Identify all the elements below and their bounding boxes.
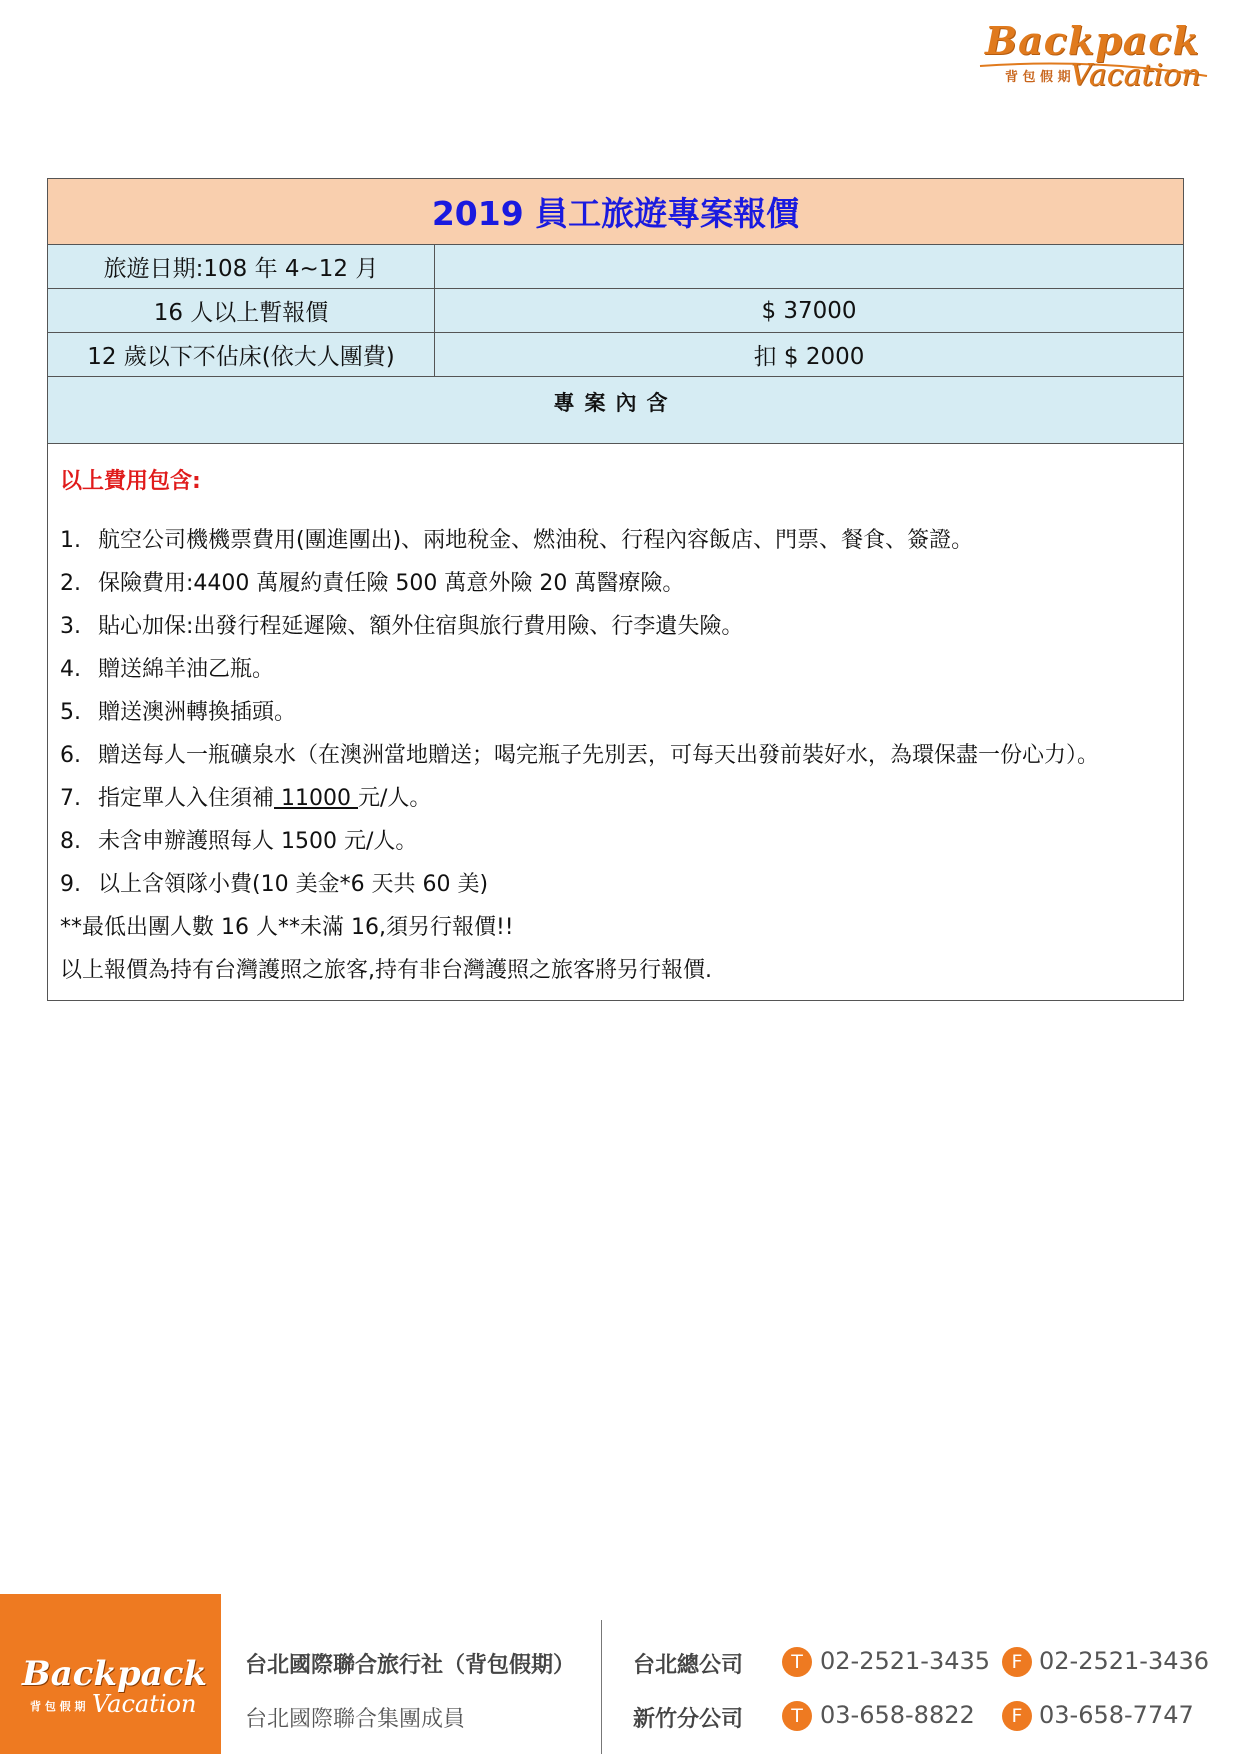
- list-item: [60, 519, 1171, 562]
- list-number: 1.: [60, 528, 81, 553]
- info-row-price: [48, 289, 1183, 333]
- list-text: 貼心加保:出發行程延遲險、額外住宿與旅行費用險、行李遺失險。: [98, 614, 744, 639]
- logo-text-vacation: Vacation: [1070, 58, 1201, 93]
- list-number: 5.: [60, 700, 81, 725]
- list-text: [98, 777, 1171, 820]
- list-number: 9.: [60, 872, 81, 897]
- includes-heading: 以上費用包含:: [60, 469, 201, 494]
- list-item: [60, 777, 1171, 820]
- info-row-date: [48, 245, 1183, 289]
- list-item: [60, 605, 1171, 648]
- info-value: $ 37000: [761, 297, 857, 324]
- company-logo: [975, 18, 1215, 98]
- list-item: [60, 734, 1171, 777]
- list-number: 6.: [60, 743, 81, 768]
- info-row-child-discount: [48, 333, 1183, 377]
- telephone-icon: T: [782, 1647, 812, 1677]
- logo-text-chinese: 背 包 假 期: [1005, 70, 1071, 85]
- includes-body: [48, 444, 1183, 1000]
- logo-text-backpack: Backpack: [985, 18, 1200, 63]
- info-label: 旅遊日期:108 年 4~12 月: [48, 245, 435, 288]
- info-value: [435, 245, 1183, 288]
- footer-company-name: 台北國際聯合旅行社（背包假期）: [245, 1653, 576, 1678]
- single-room-surcharge: 11000: [274, 786, 358, 811]
- taipei-telephone: 02-2521-3435: [820, 1647, 991, 1675]
- list-number: 3.: [60, 614, 81, 639]
- list-item: [60, 863, 1171, 906]
- taipei-fax: 02-2521-3436: [1039, 1647, 1210, 1675]
- footer-logo-vacation: Vacation: [92, 1690, 197, 1718]
- list-number: 7.: [60, 786, 81, 811]
- info-value: 扣 $ 2000: [753, 344, 865, 370]
- info-label: 12 歲以下不佔床(依大人團費): [48, 333, 435, 376]
- telephone-icon: T: [782, 1701, 812, 1731]
- office-name-hsinchu: 新竹分公司: [633, 1707, 744, 1732]
- list-text: 未含申辦護照每人 1500 元/人。: [98, 829, 418, 854]
- list-text-part: 元/人。: [358, 786, 432, 811]
- hsinchu-telephone: 03-658-8822: [820, 1701, 975, 1729]
- list-item: [60, 691, 1171, 734]
- list-text: 贈送每人一瓶礦泉水（在澳洲當地贈送；喝完瓶子先別丟，可每天出發前裝好水，為環保盡一份心力）。: [98, 743, 1100, 768]
- list-item: [60, 820, 1171, 863]
- list-text: 以上含領隊小費(10 美金*6 天共 60 美): [98, 872, 489, 897]
- includes-list: [60, 519, 1171, 906]
- list-number: 4.: [60, 657, 81, 682]
- footer-logo-chinese: 背 包 假 期: [30, 1700, 86, 1713]
- office-name-taipei: 台北總公司: [633, 1653, 744, 1678]
- footer-logo: [0, 1594, 221, 1754]
- list-text: 贈送澳洲轉換插頭。: [98, 700, 297, 725]
- footer-divider: [601, 1620, 602, 1754]
- list-text: 保險費用:4400 萬履約責任險 500 萬意外險 20 萬醫療險。: [98, 571, 685, 596]
- minimum-group-note: **最低出團人數 16 人**未滿 16,須另行報價!!: [60, 915, 514, 940]
- fax-icon: F: [1002, 1647, 1032, 1677]
- fax-icon: F: [1002, 1701, 1032, 1731]
- footer-logo-backpack: Backpack: [22, 1654, 208, 1694]
- list-text: 贈送綿羊油乙瓶。: [98, 657, 275, 682]
- quote-title: 2019 員工旅遊專案報價: [48, 179, 1183, 245]
- list-text-part: 指定單人入住須補: [98, 786, 275, 811]
- list-text: 航空公司機機票費用(團進團出)、兩地稅金、燃油稅、行程內容飯店、門票、餐食、簽證。: [98, 528, 974, 553]
- list-item: [60, 562, 1171, 605]
- hsinchu-fax: 03-658-7747: [1039, 1701, 1194, 1729]
- info-label: 16 人以上暫報價: [48, 289, 435, 332]
- list-item: [60, 648, 1171, 691]
- passport-note: 以上報價為持有台灣護照之旅客,持有非台灣護照之旅客將另行報價.: [60, 958, 712, 983]
- includes-header: 專案內含: [48, 377, 1183, 444]
- footer-group-member: 台北國際聯合集團成員: [245, 1707, 466, 1732]
- list-number: 2.: [60, 571, 81, 596]
- quote-table: [47, 178, 1184, 1001]
- list-number: 8.: [60, 829, 81, 854]
